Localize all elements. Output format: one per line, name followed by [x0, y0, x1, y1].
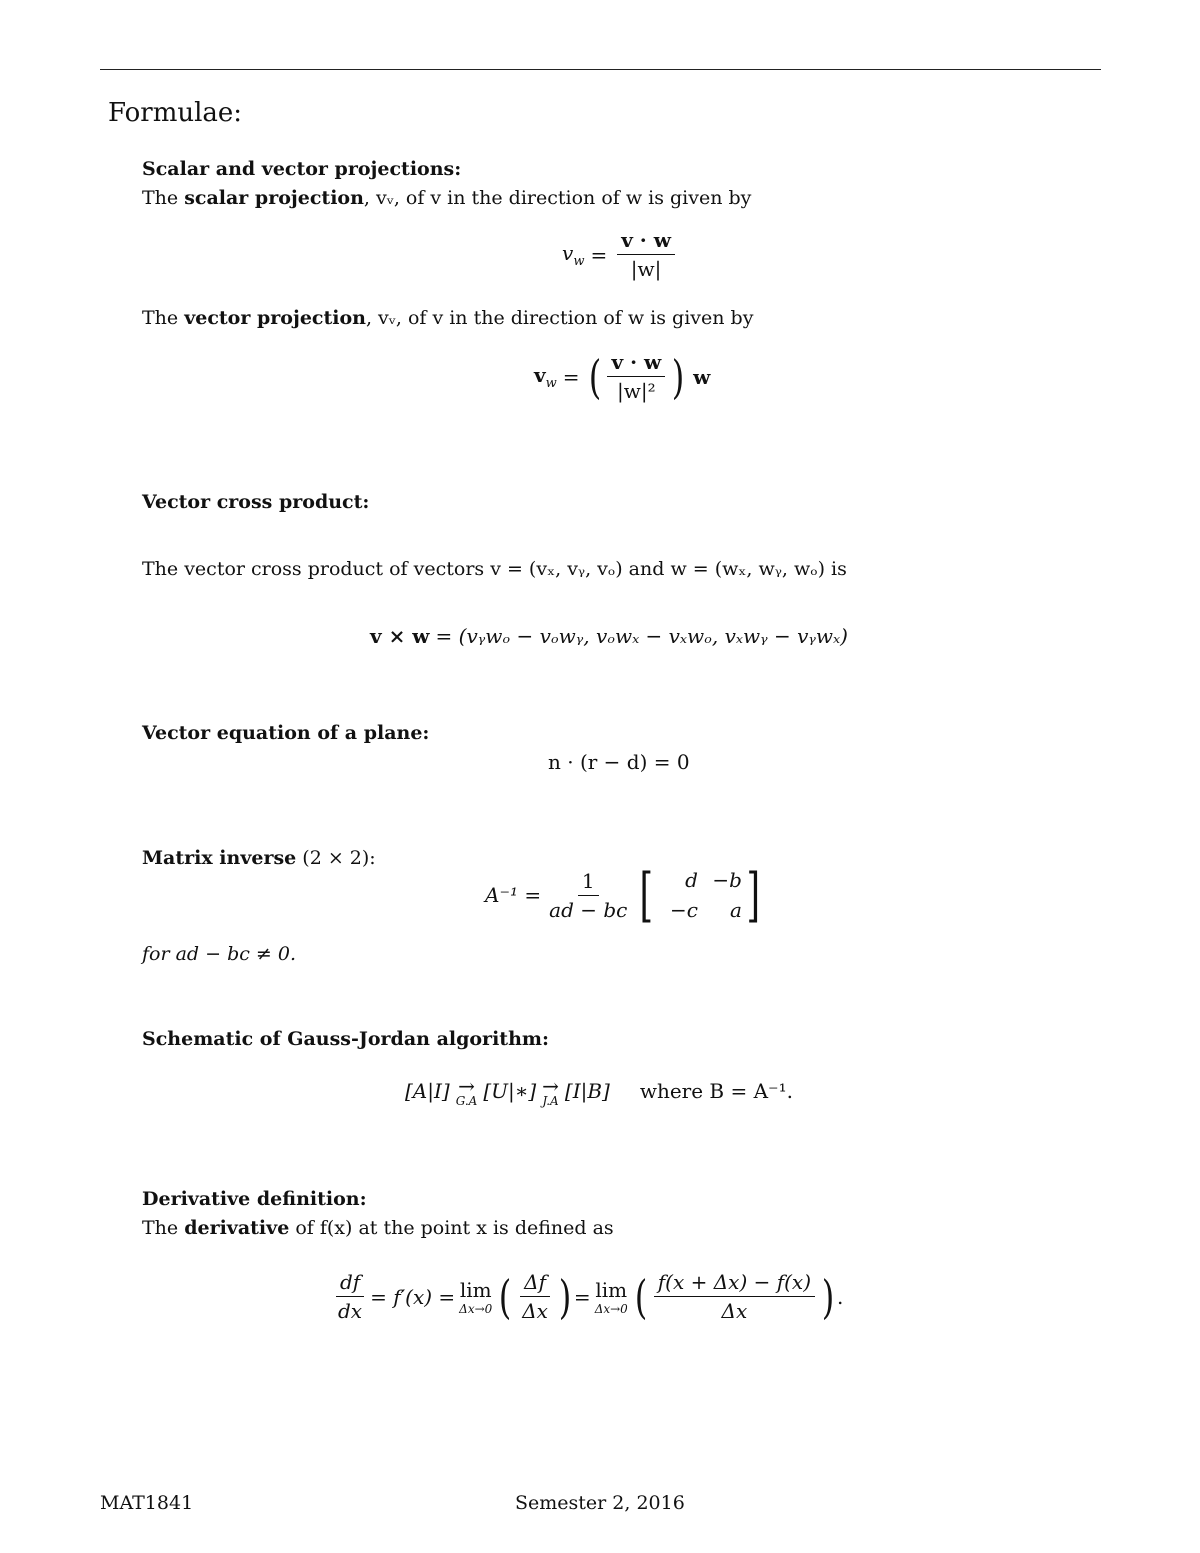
frac1-den: Δx: [522, 1299, 548, 1323]
vector-lhs: $v_w$: [534, 362, 557, 391]
scalar-lhs: $v_w$: [562, 240, 585, 269]
derivative-text: [142, 1217, 614, 1239]
inverse-formula: A⁻¹ = $\frac{1}{ad - bc}$ [ d −b −c a ]: [485, 861, 761, 929]
scalar-fraction: [617, 228, 675, 281]
cross-lhs: v × w: [370, 624, 430, 648]
inverse-denominator: ad − bc: [549, 897, 628, 922]
footer-semester: Semester 2, 2016: [515, 1492, 685, 1514]
derivative-formula: $\frac{df}{dx}$ = f′(x) = lim Δx→0 ( $\frac{\Delta f}{\Delta x}$ ) = lim Δx→0 ( $\frac{f(x + \Delta x) - f(x)}{\Delta x}$ ) .: [330, 1270, 843, 1323]
derivative-dfdx: [334, 1270, 366, 1323]
vector-post: , vᵥ, of v in the direction of w is given by: [365, 307, 754, 329]
header-rule: [100, 69, 1101, 70]
gauss-formula: [405, 1074, 793, 1108]
plane-formula: n · (r − d) = 0: [548, 750, 690, 774]
derivative-mid: = f′(x) =: [370, 1284, 456, 1309]
limit-2: lim Δx→0: [594, 1277, 628, 1316]
vector-tail: w: [693, 364, 711, 389]
vector-fraction: [607, 350, 665, 403]
inverse-heading-rest: (2 × 2):: [302, 847, 376, 869]
vector-projection-formula: $v_w$ = ( $\frac{v \cdot w}{\text{|w|²}}$ ) w: [534, 349, 711, 404]
scalar-pre: The: [142, 187, 185, 209]
vector-denominator: |w|²: [617, 379, 656, 403]
vector-term: vector projection: [184, 307, 366, 329]
matrix-cell: −b: [712, 868, 742, 892]
gauss-arrow-1: → G.A: [455, 1074, 478, 1108]
derivative-pre: The: [142, 1217, 185, 1239]
derivative-post: of f(x) at the point x is defined as: [289, 1217, 614, 1239]
inverse-condition: for ad − bc ≠ 0.: [142, 943, 297, 965]
inverse-matrix: [658, 868, 742, 922]
limit-1: lim Δx→0: [459, 1277, 493, 1316]
scalar-numerator: v · w: [617, 228, 675, 255]
cross-formula: [370, 624, 848, 648]
page-title: Formulae:: [108, 98, 243, 128]
cross-rhs: = (vᵧwₒ − vₒwᵧ, vₒwₓ − vₓwₒ, vₓwᵧ − vᵧwₓ): [435, 624, 848, 648]
footer-course: MAT1841: [100, 1492, 194, 1514]
plane-heading: Vector equation of a plane:: [142, 722, 430, 744]
gauss-middle: [U|∗]: [483, 1079, 537, 1103]
derivative-eq2: =: [573, 1284, 591, 1309]
dfdx-den: dx: [338, 1299, 363, 1323]
matrix-cell: d: [685, 868, 698, 892]
inverse-lhs: A⁻¹ =: [485, 883, 542, 907]
inverse-numerator: 1: [578, 869, 599, 896]
gauss-heading: Schematic of Gauss-Jordan algorithm:: [142, 1028, 549, 1050]
frac1-num: Δf: [520, 1270, 550, 1297]
frac2-num: f(x + Δx) − f(x): [654, 1270, 815, 1297]
derivative-term: derivative: [184, 1217, 290, 1239]
derivative-heading: Derivative definition:: [142, 1188, 367, 1210]
scalar-projection-text: [142, 187, 751, 209]
gauss-start: [A|I]: [405, 1079, 450, 1103]
dfdx-num: df: [336, 1270, 364, 1297]
matrix-cell: a: [730, 898, 742, 922]
inverse-heading-bold: Matrix inverse: [142, 847, 297, 869]
projections-heading: Scalar and vector projections:: [142, 158, 462, 180]
vector-projection-text: [142, 307, 753, 329]
inverse-fraction: [545, 869, 631, 922]
gauss-end: [I|B]: [564, 1079, 610, 1103]
frac2-den: Δx: [721, 1299, 748, 1323]
inverse-heading: [142, 847, 376, 869]
cross-text: The vector cross product of vectors v = (vₓ, vᵧ, vₒ) and w = (wₓ, wᵧ, wₒ) is: [142, 558, 847, 580]
matrix-cell: −c: [670, 898, 698, 922]
vector-pre: The: [142, 307, 185, 329]
scalar-post: , vᵥ, of v in the direction of w is given by: [363, 187, 752, 209]
derivative-frac-2: [654, 1270, 815, 1323]
scalar-projection-formula: $v_w$ = $\frac{v \cdot w}{|w|}$: [562, 228, 679, 281]
gauss-arrow-2: → J.A: [542, 1074, 559, 1108]
vector-numerator: v · w: [607, 350, 665, 377]
derivative-tail: .: [836, 1284, 844, 1309]
derivative-frac-1: [518, 1270, 552, 1323]
gauss-where: where B = A⁻¹.: [639, 1079, 793, 1103]
scalar-term: scalar projection: [184, 187, 364, 209]
scalar-denominator: |w|: [630, 257, 662, 281]
cross-heading: Vector cross product:: [142, 491, 370, 513]
